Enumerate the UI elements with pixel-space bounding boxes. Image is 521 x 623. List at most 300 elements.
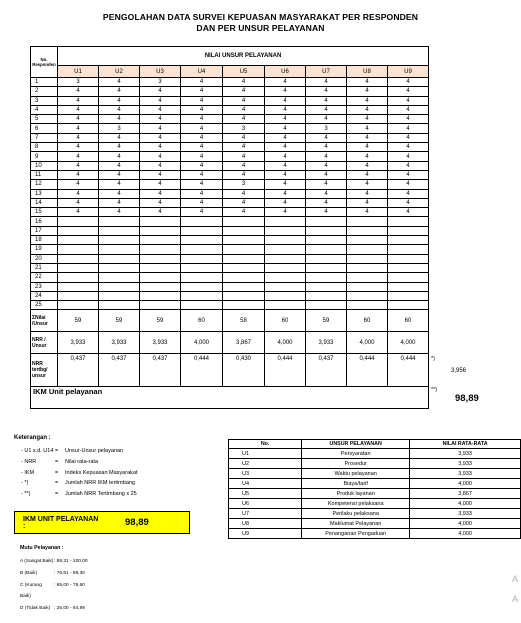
nilai-cell: 4 <box>181 208 223 217</box>
unsur-name: Biaya/tarif <box>302 479 410 489</box>
nilai-cell <box>99 236 140 245</box>
nilai-cell: 4 <box>223 133 265 142</box>
nilai-cell <box>388 291 429 300</box>
nilai-cell <box>265 263 306 272</box>
nilai-cell: 4 <box>58 198 99 207</box>
nrr-cell: 3,933 <box>99 332 140 354</box>
nilai-cell: 4 <box>140 96 181 105</box>
keterangan-key: - U1 s.d. U14 <box>21 448 54 454</box>
nilai-cell: 4 <box>347 115 388 124</box>
responden-row <box>31 87 479 96</box>
responden-row <box>31 263 479 272</box>
snilai-cell: 58 <box>223 310 265 332</box>
nilai-cell <box>58 217 99 226</box>
nilai-cell <box>347 291 388 300</box>
nilai-cell <box>140 236 181 245</box>
keterangan-desc: Nilai rata-rata <box>65 458 99 465</box>
responden-no: 22 <box>31 273 58 282</box>
responden-row <box>31 152 479 161</box>
unsur-summary-row <box>229 479 521 489</box>
total-tertimbang-value: 3,956 <box>451 367 467 374</box>
snilai-cell: 59 <box>58 310 99 332</box>
nilai-cell <box>306 245 347 254</box>
responden-row <box>31 170 479 179</box>
responden-no: 1 <box>31 78 58 87</box>
nilai-cell: 4 <box>347 189 388 198</box>
nilai-cell: 3 <box>140 78 181 87</box>
nilai-cell <box>181 226 223 235</box>
nilai-cell: 4 <box>181 180 223 189</box>
snilai-cell: 59 <box>140 310 181 332</box>
nilai-cell <box>58 254 99 263</box>
unsur-col-header: U1 <box>58 66 99 78</box>
responden-row <box>31 143 479 152</box>
unsur-name: Kompetensi pelaksana <box>302 499 410 509</box>
keterangan-desc: Indeks Kepuasan Masyarakat <box>65 469 138 476</box>
responden-row <box>31 245 479 254</box>
nilai-cell: 3 <box>99 124 140 133</box>
responden-no: 21 <box>31 263 58 272</box>
nilai-cell <box>181 301 223 310</box>
nilai-cell: 4 <box>223 152 265 161</box>
nilai-cell <box>388 301 429 310</box>
nilai-cell: 4 <box>181 161 223 170</box>
unsur-summary-row <box>229 499 521 509</box>
nilai-cell <box>140 273 181 282</box>
nilai-cell: 4 <box>181 170 223 179</box>
nilai-cell <box>265 291 306 300</box>
nilai-cell: 4 <box>265 124 306 133</box>
keterangan-title: Keterangan : <box>14 435 51 441</box>
mutu-grade: B (Baik) <box>20 570 38 576</box>
responden-no: 4 <box>31 105 58 114</box>
nilai-cell: 4 <box>347 143 388 152</box>
nilai-cell <box>58 226 99 235</box>
nilai-cell: 4 <box>347 105 388 114</box>
responden-no: 9 <box>31 152 58 161</box>
nilai-cell: 4 <box>306 115 347 124</box>
nrr-tertimbang-cell: 0,437 <box>99 354 140 387</box>
nilai-cell: 4 <box>265 198 306 207</box>
unsur-average: 4,000 <box>410 519 521 529</box>
responden-no: 24 <box>31 291 58 300</box>
nilai-cell <box>99 282 140 291</box>
unsur-name: Penanganan Pengaduan <box>302 529 410 539</box>
keterangan-desc: Jumlah NRR Tertimbang x 25 <box>65 491 137 498</box>
nilai-cell: 4 <box>306 143 347 152</box>
title-line-2: DAN PER UNSUR PELAYANAN <box>196 23 325 33</box>
nilai-cell: 4 <box>99 208 140 217</box>
responden-row <box>31 208 479 217</box>
nilai-cell: 4 <box>140 170 181 179</box>
nilai-cell: 4 <box>306 170 347 179</box>
keterangan-eq: = <box>55 458 59 465</box>
nilai-cell: 4 <box>388 198 429 207</box>
nilai-cell <box>223 301 265 310</box>
unsur-col-header: U7 <box>306 66 347 78</box>
nilai-cell <box>306 254 347 263</box>
nilai-cell <box>99 263 140 272</box>
unsur-code: U2 <box>229 459 302 469</box>
nrr-cell: 3,933 <box>58 332 99 354</box>
nilai-cell: 4 <box>223 143 265 152</box>
nilai-cell: 4 <box>181 143 223 152</box>
responden-no: 13 <box>31 189 58 198</box>
nilai-cell: 4 <box>265 115 306 124</box>
nrr-tertimbang-label: NRR tertbg/ unsur <box>31 354 58 387</box>
unsur-code: U5 <box>229 489 302 499</box>
snilai-cell: 60 <box>265 310 306 332</box>
unsur-col-header: U8 <box>347 66 388 78</box>
keterangan-key: - *) <box>21 480 29 487</box>
nilai-cell: 4 <box>58 208 99 217</box>
responden-row <box>31 273 479 282</box>
nilai-cell: 4 <box>140 152 181 161</box>
unsur-col-header: U3 <box>140 66 181 78</box>
responden-no: 12 <box>31 180 58 189</box>
unsur-col-header: U2 <box>99 66 140 78</box>
responden-row <box>31 226 479 235</box>
nilai-cell: 4 <box>265 105 306 114</box>
unsur-summary-header <box>229 440 521 449</box>
keterangan-item <box>21 489 137 500</box>
nilai-cell: 4 <box>181 115 223 124</box>
header-no: No. <box>229 440 302 449</box>
nrr-cell: 4,000 <box>347 332 388 354</box>
nilai-cell: 4 <box>181 189 223 198</box>
nilai-cell: 4 <box>181 152 223 161</box>
survey-table <box>30 46 479 409</box>
nilai-cell: 4 <box>347 124 388 133</box>
nilai-cell: 4 <box>388 105 429 114</box>
responden-no: 14 <box>31 198 58 207</box>
nilai-cell <box>388 282 429 291</box>
mutu-range: : 65,00 - 76,60 <box>54 582 85 588</box>
nilai-cell: 4 <box>58 124 99 133</box>
nilai-cell: 4 <box>306 152 347 161</box>
nrr-cell: 3,933 <box>306 332 347 354</box>
responden-no: 20 <box>31 254 58 263</box>
nilai-cell: 4 <box>181 78 223 87</box>
keterangan-list <box>21 446 137 500</box>
keterangan-key: - **) <box>21 491 31 498</box>
nilai-cell: 4 <box>388 143 429 152</box>
responden-no: 17 <box>31 226 58 235</box>
mutu-grade: C (Kurang Baik) <box>20 582 42 600</box>
nilai-cell <box>265 301 306 310</box>
nilai-cell <box>140 217 181 226</box>
responden-no: 15 <box>31 208 58 217</box>
nilai-cell: 4 <box>181 96 223 105</box>
nilai-cell: 4 <box>140 124 181 133</box>
responden-row <box>31 180 479 189</box>
nilai-cell <box>265 282 306 291</box>
nrr-tertimbang-cell: 0,437 <box>140 354 181 387</box>
nilai-cell: 4 <box>99 133 140 142</box>
unsur-code: U7 <box>229 509 302 519</box>
nilai-cell <box>388 217 429 226</box>
nrr-tertimbang-cell: 0,444 <box>388 354 429 387</box>
nilai-cell: 4 <box>265 208 306 217</box>
nrr-label: NRR / Unsur <box>31 332 58 354</box>
nilai-cell <box>347 245 388 254</box>
nilai-cell: 4 <box>181 124 223 133</box>
responden-row <box>31 124 479 133</box>
nilai-cell: 4 <box>306 87 347 96</box>
nilai-cell: 4 <box>388 161 429 170</box>
nilai-cell <box>99 226 140 235</box>
nilai-cell: 4 <box>58 170 99 179</box>
unsur-name: Waktu pelayanan <box>302 469 410 479</box>
mutu-list <box>20 556 88 615</box>
nilai-cell: 4 <box>265 189 306 198</box>
title-line-1: PENGOLAHAN DATA SURVEI KEPUASAN MASYARAKAT PER RESPONDEN <box>102 12 419 22</box>
responden-row <box>31 105 479 114</box>
star2-note: **) <box>431 386 438 393</box>
nilai-cell: 4 <box>223 96 265 105</box>
nilai-cell <box>223 263 265 272</box>
responden-row <box>31 161 479 170</box>
nilai-cell: 4 <box>58 189 99 198</box>
edge-mark: A <box>512 574 519 584</box>
responden-row <box>31 198 479 207</box>
nilai-cell <box>347 301 388 310</box>
nrr-cell: 4,000 <box>388 332 429 354</box>
responden-no: 6 <box>31 124 58 133</box>
nilai-cell: 4 <box>347 133 388 142</box>
nilai-cell <box>140 282 181 291</box>
nrr-tertimbang-row <box>31 354 479 387</box>
nilai-cell: 4 <box>140 133 181 142</box>
nilai-cell <box>306 226 347 235</box>
keterangan-item <box>21 468 137 479</box>
edge-mark: A <box>512 594 519 604</box>
nilai-cell: 4 <box>99 170 140 179</box>
nilai-cell <box>99 245 140 254</box>
nilai-cell: 4 <box>223 170 265 179</box>
nilai-cell: 3 <box>306 124 347 133</box>
responden-no: 16 <box>31 217 58 226</box>
nilai-cell <box>347 263 388 272</box>
nilai-cell: 4 <box>265 133 306 142</box>
mutu-range: : 76,61 - 88,30 <box>54 570 85 576</box>
unsur-col-header: U5 <box>223 66 265 78</box>
responden-row <box>31 189 479 198</box>
nilai-cell <box>99 217 140 226</box>
nrr-tertimbang-cell: 0,430 <box>223 354 265 387</box>
nilai-cell: 3 <box>223 180 265 189</box>
responden-no: 11 <box>31 170 58 179</box>
nilai-cell: 4 <box>58 87 99 96</box>
nilai-cell: 4 <box>99 143 140 152</box>
responden-row <box>31 236 479 245</box>
nilai-cell <box>347 254 388 263</box>
nrr-cell: 3,933 <box>140 332 181 354</box>
nilai-cell <box>223 226 265 235</box>
responden-no: 19 <box>31 245 58 254</box>
nilai-cell: 4 <box>347 152 388 161</box>
nilai-cell: 4 <box>306 96 347 105</box>
nilai-cell: 4 <box>388 124 429 133</box>
nrr-tertimbang-cell: 0,437 <box>58 354 99 387</box>
nilai-cell: 4 <box>265 78 306 87</box>
nilai-cell: 4 <box>347 161 388 170</box>
keterangan-item <box>21 478 137 489</box>
unsur-code: U6 <box>229 499 302 509</box>
nilai-cell: 4 <box>99 189 140 198</box>
keterangan-desc: Jumlah NRR IKM tertimbang <box>65 480 135 487</box>
nilai-cell: 4 <box>265 152 306 161</box>
nilai-cell: 4 <box>388 208 429 217</box>
nilai-cell: 4 <box>306 78 347 87</box>
nilai-cell <box>388 226 429 235</box>
nilai-cell: 4 <box>388 115 429 124</box>
nilai-cell: 4 <box>306 189 347 198</box>
header-nilai: NILAI RATA-RATA <box>410 440 521 449</box>
nilai-cell: 4 <box>223 189 265 198</box>
nilai-cell: 4 <box>99 96 140 105</box>
nilai-cell: 4 <box>99 180 140 189</box>
nilai-cell <box>181 282 223 291</box>
keterangan-key: - NRR <box>21 458 37 465</box>
nilai-cell: 4 <box>347 170 388 179</box>
nilai-cell: 4 <box>347 87 388 96</box>
nilai-cell: 4 <box>347 78 388 87</box>
keterangan-key: - IKM <box>21 469 35 476</box>
nilai-cell <box>58 282 99 291</box>
total-tertimbang-cell <box>429 354 479 387</box>
ikm-unit-label: IKM Unit pelayanan <box>31 387 429 409</box>
nilai-cell: 4 <box>181 198 223 207</box>
nrr-row <box>31 332 479 354</box>
nilai-cell <box>58 245 99 254</box>
nrr-tertimbang-cell: 0,437 <box>306 354 347 387</box>
nilai-cell: 4 <box>265 161 306 170</box>
unsur-name: Prosedur <box>302 459 410 469</box>
nilai-cell: 4 <box>58 115 99 124</box>
nilai-cell <box>181 217 223 226</box>
nilai-cell: 4 <box>99 152 140 161</box>
responden-row <box>31 115 479 124</box>
nilai-cell <box>140 291 181 300</box>
nilai-cell <box>140 301 181 310</box>
unsur-average: 4,000 <box>410 499 521 509</box>
ikm-row <box>31 387 479 409</box>
nilai-cell <box>181 245 223 254</box>
responden-no: 25 <box>31 301 58 310</box>
nilai-cell: 4 <box>223 208 265 217</box>
nilai-cell <box>388 263 429 272</box>
nilai-cell: 4 <box>140 161 181 170</box>
unsur-average: 4,000 <box>410 529 521 539</box>
nrr-tertimbang-cell: 0,444 <box>347 354 388 387</box>
nilai-cell: 4 <box>388 170 429 179</box>
nilai-cell <box>306 273 347 282</box>
mutu-grade: D (Tidak Baik) <box>20 606 51 612</box>
unsur-code: U4 <box>229 479 302 489</box>
snilai-row <box>31 310 479 332</box>
nilai-cell: 4 <box>347 198 388 207</box>
snilai-cell: 60 <box>347 310 388 332</box>
responden-no: 8 <box>31 143 58 152</box>
nilai-cell: 4 <box>388 78 429 87</box>
unsur-name: Produk layanan <box>302 489 410 499</box>
nilai-cell <box>347 282 388 291</box>
nilai-cell <box>388 273 429 282</box>
keterangan-eq: = <box>55 448 59 454</box>
nrr-tertimbang-cell: 0,444 <box>181 354 223 387</box>
nilai-cell: 4 <box>58 152 99 161</box>
nilai-cell: 4 <box>265 170 306 179</box>
nilai-cell <box>347 226 388 235</box>
nilai-cell <box>265 254 306 263</box>
mutu-grade: A (Sangat Baik) <box>20 559 54 564</box>
nilai-cell: 4 <box>99 115 140 124</box>
unsur-average: 3,933 <box>410 459 521 469</box>
unsur-summary-row <box>229 449 521 459</box>
nilai-cell: 4 <box>58 180 99 189</box>
nilai-cell: 4 <box>223 161 265 170</box>
mutu-range: : 88,31 - 100,00 <box>54 559 88 564</box>
nilai-cell: 4 <box>223 78 265 87</box>
nilai-cell <box>181 236 223 245</box>
nilai-cell <box>99 254 140 263</box>
mutu-title: Mutu Pelayanan : <box>20 545 64 551</box>
nilai-cell: 4 <box>181 133 223 142</box>
unsur-code: U8 <box>229 519 302 529</box>
nilai-cell: 4 <box>347 208 388 217</box>
nilai-cell <box>223 282 265 291</box>
nilai-cell <box>265 273 306 282</box>
nilai-cell: 4 <box>265 180 306 189</box>
nilai-cell: 4 <box>99 198 140 207</box>
unsur-summary-row <box>229 529 521 539</box>
nilai-cell <box>58 301 99 310</box>
nilai-cell <box>347 273 388 282</box>
nilai-cell: 4 <box>58 96 99 105</box>
nilai-cell <box>181 291 223 300</box>
keterangan-eq: = <box>55 491 59 498</box>
snilai-label: ΣNilai /Unsur <box>31 310 58 332</box>
nrr-cell: 4,000 <box>181 332 223 354</box>
keterangan-item <box>21 446 137 457</box>
mutu-item <box>20 556 88 568</box>
nilai-cell <box>181 263 223 272</box>
nrr-cell: 4,000 <box>265 332 306 354</box>
nilai-cell <box>223 273 265 282</box>
unsur-name: Maklumat Pelayanan <box>302 519 410 529</box>
nilai-unsur-header: NILAI UNSUR PELAYANAN <box>58 47 429 66</box>
nilai-cell: 4 <box>306 133 347 142</box>
unsur-summary-table <box>228 439 521 539</box>
unsur-average: 3,867 <box>410 489 521 499</box>
responden-no: 23 <box>31 282 58 291</box>
responden-row <box>31 78 479 87</box>
nilai-cell: 4 <box>181 87 223 96</box>
responden-row <box>31 217 479 226</box>
no-responden-header: No. Responden <box>31 47 58 78</box>
nilai-cell <box>388 245 429 254</box>
responden-row <box>31 133 479 142</box>
nilai-cell: 3 <box>58 78 99 87</box>
snilai-cell: 59 <box>99 310 140 332</box>
nilai-cell: 4 <box>265 143 306 152</box>
nilai-cell: 4 <box>306 208 347 217</box>
keterangan-item <box>21 457 137 468</box>
nilai-cell <box>223 217 265 226</box>
nilai-cell <box>181 254 223 263</box>
nilai-cell: 4 <box>140 189 181 198</box>
